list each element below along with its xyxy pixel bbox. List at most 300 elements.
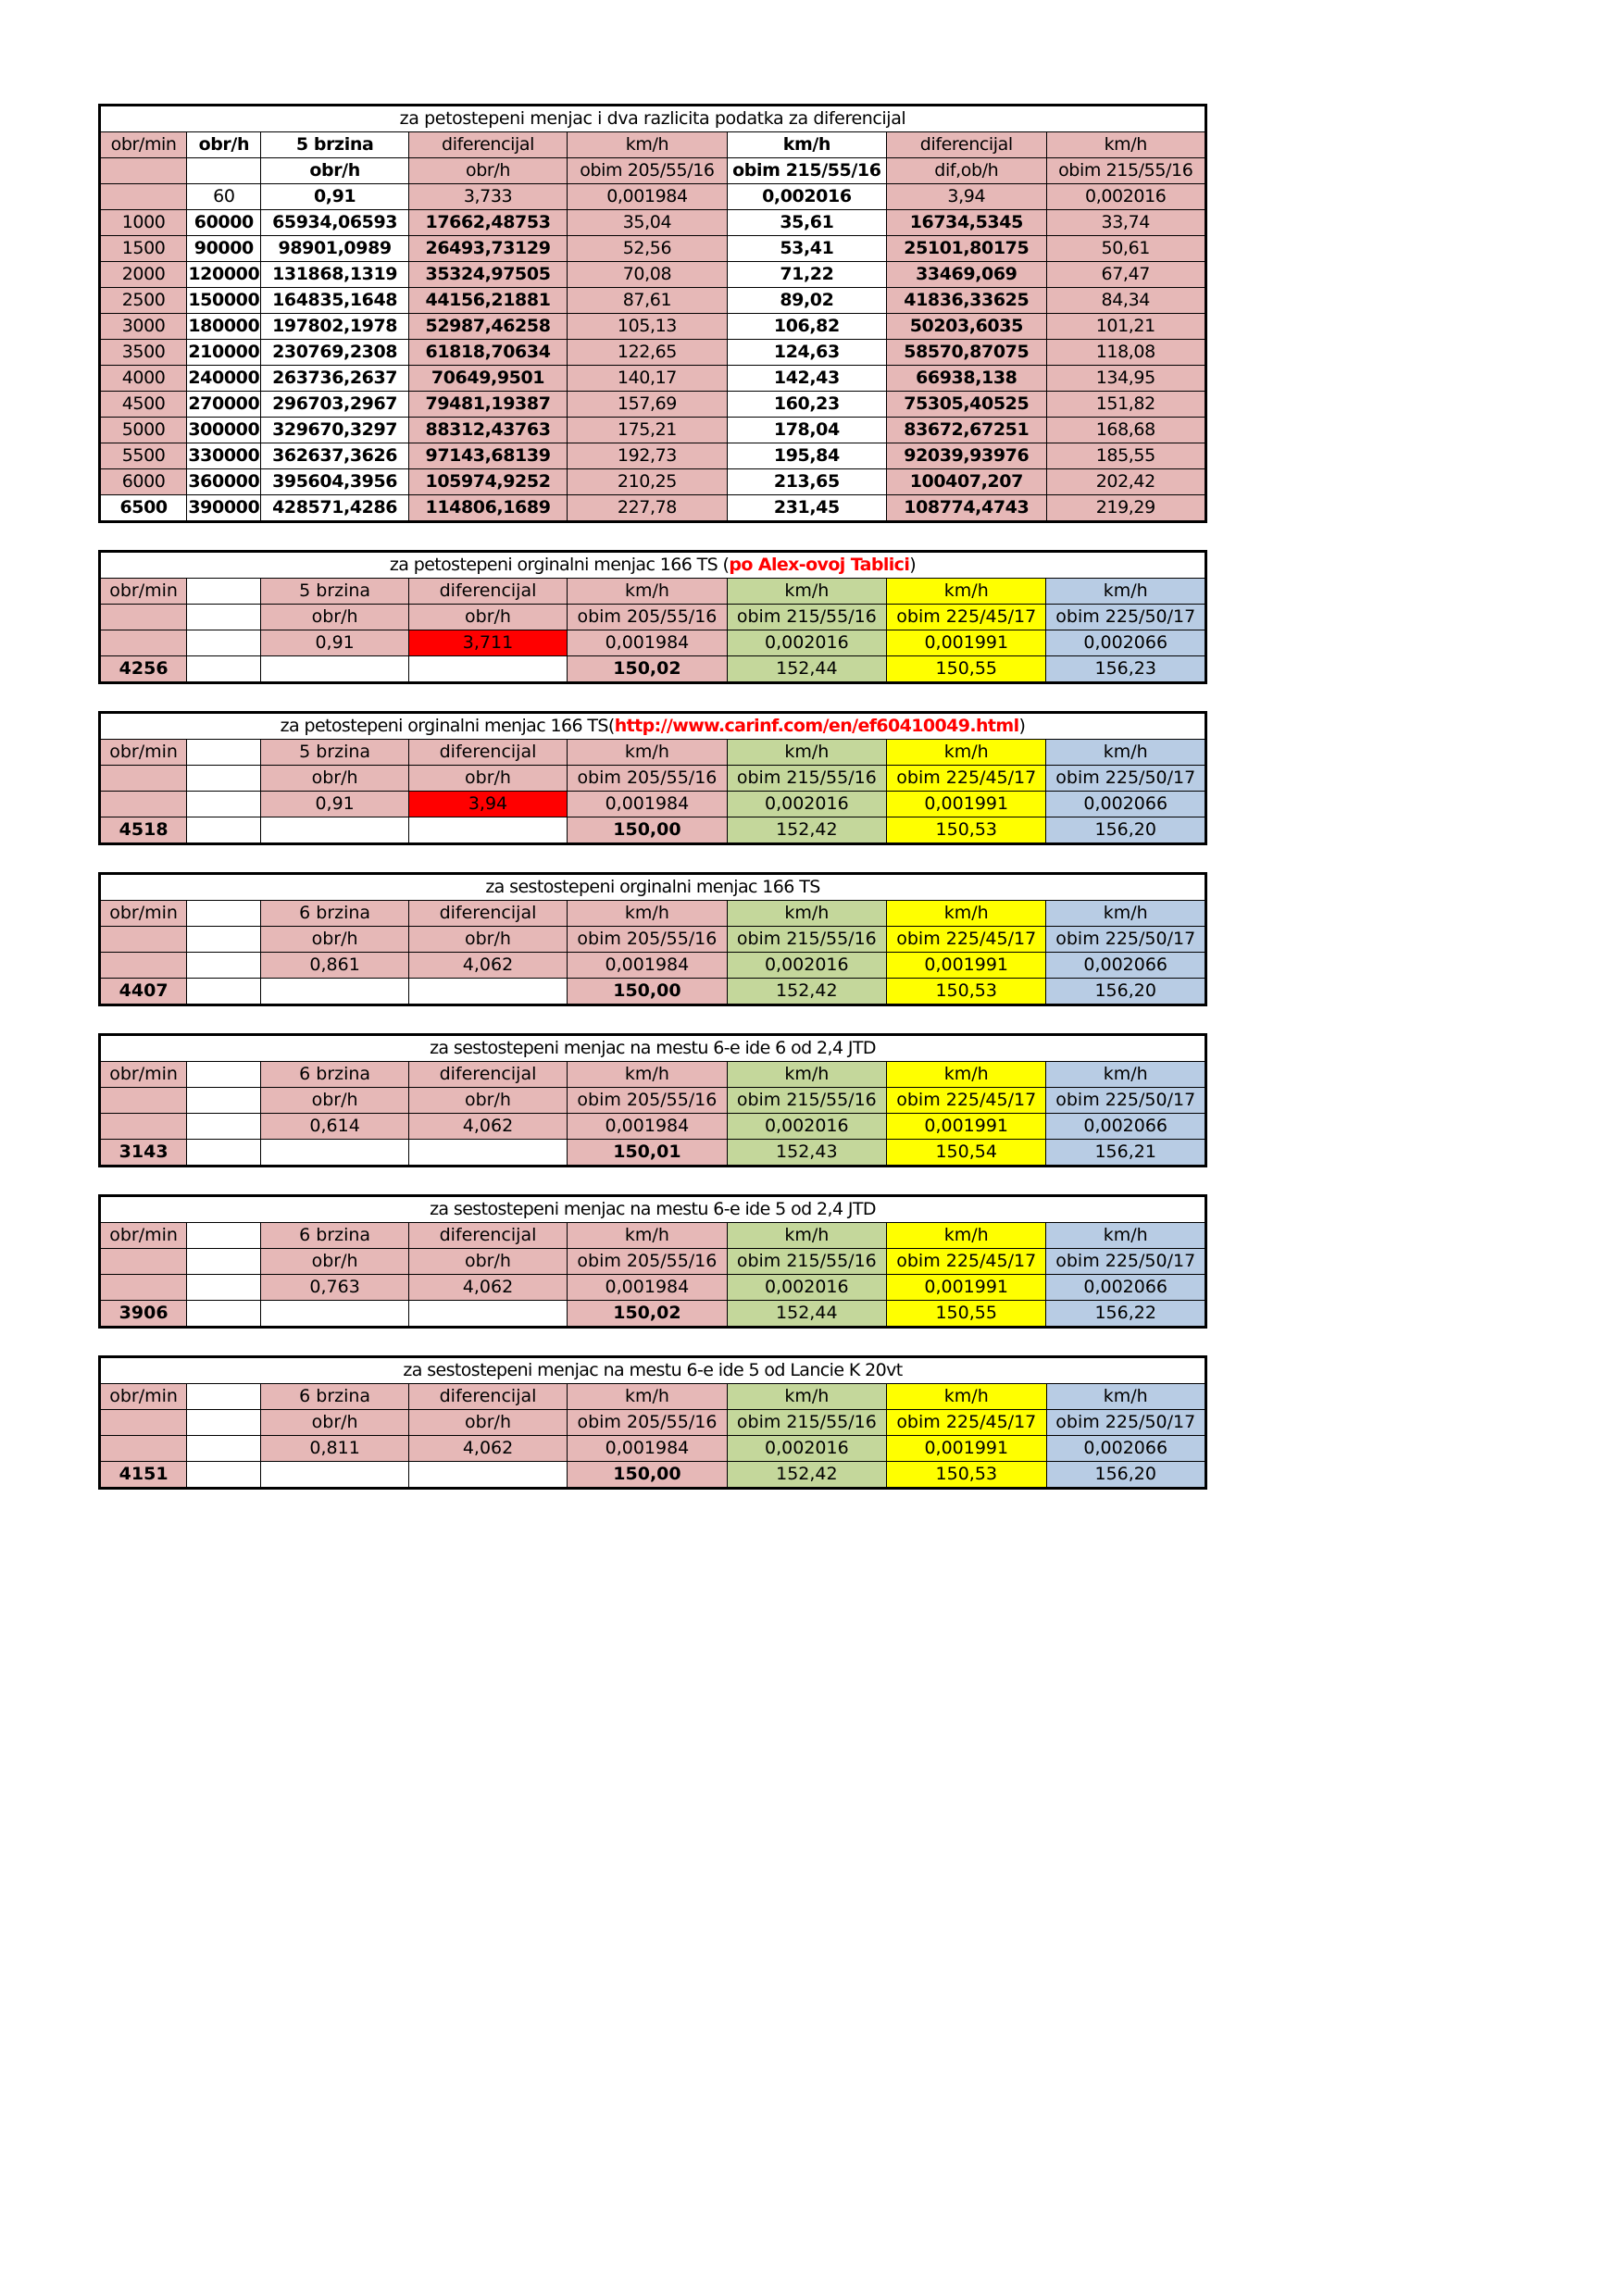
result-cell[interactable]: [261, 656, 408, 683]
table-cell[interactable]: 195,84: [727, 443, 886, 469]
table-cell[interactable]: 175,21: [568, 418, 727, 443]
factor-cell[interactable]: [100, 184, 187, 210]
result-cell[interactable]: [187, 1462, 261, 1489]
table-cell[interactable]: 98901,0989: [261, 236, 408, 262]
table-title[interactable]: [100, 1035, 1206, 1062]
factor-cell[interactable]: 0,614: [261, 1114, 408, 1140]
subheader-cell[interactable]: obr/h: [408, 1410, 567, 1436]
subheader-cell[interactable]: obr/h: [408, 158, 567, 184]
header-cell[interactable]: 6 brzina: [261, 1384, 408, 1410]
table-cell[interactable]: 66938,138: [887, 366, 1046, 392]
table-cell[interactable]: 2500: [100, 288, 187, 314]
result-cell[interactable]: 156,20: [1046, 1462, 1206, 1489]
subheader-cell[interactable]: obim 205/55/16: [568, 766, 727, 792]
subheader-cell[interactable]: [100, 158, 187, 184]
factor-cell[interactable]: 0,861: [261, 953, 408, 979]
result-cell[interactable]: 150,02: [568, 656, 727, 683]
table-cell[interactable]: 100407,207: [887, 469, 1046, 495]
factor-cell[interactable]: 3,733: [408, 184, 567, 210]
factor-cell[interactable]: 0,002066: [1046, 1114, 1206, 1140]
factor-cell[interactable]: [187, 953, 261, 979]
table-cell[interactable]: 168,68: [1046, 418, 1206, 443]
result-cell[interactable]: 150,54: [887, 1140, 1046, 1167]
table-cell[interactable]: 87,61: [568, 288, 727, 314]
result-cell[interactable]: [408, 1301, 567, 1328]
factor-cell[interactable]: 0,91: [261, 792, 408, 817]
factor-cell[interactable]: 0,002016: [727, 792, 886, 817]
table-cell[interactable]: 35324,97505: [408, 262, 567, 288]
subheader-cell[interactable]: obim 225/50/17: [1046, 1410, 1206, 1436]
subheader-cell[interactable]: obim 225/45/17: [887, 1410, 1046, 1436]
result-cell[interactable]: 152,44: [727, 656, 886, 683]
subheader-cell[interactable]: [100, 605, 187, 630]
header-cell[interactable]: diferencijal: [408, 901, 567, 927]
header-cell[interactable]: km/h: [887, 1384, 1046, 1410]
factor-cell[interactable]: 0,002016: [727, 1436, 886, 1462]
result-cell[interactable]: 150,55: [887, 656, 1046, 683]
table-cell[interactable]: 160,23: [727, 392, 886, 418]
subheader-cell[interactable]: [100, 1410, 187, 1436]
factor-cell[interactable]: 0,002016: [727, 953, 886, 979]
header-cell[interactable]: diferencijal: [408, 132, 567, 158]
table-cell[interactable]: 150000: [187, 288, 261, 314]
table-title[interactable]: [100, 1357, 1206, 1384]
table-cell[interactable]: 33,74: [1046, 210, 1206, 236]
factor-cell[interactable]: 0,002066: [1046, 630, 1206, 656]
subheader-cell[interactable]: obim 205/55/16: [568, 927, 727, 953]
subheader-cell[interactable]: [187, 766, 261, 792]
factor-cell[interactable]: 0,001984: [568, 1114, 727, 1140]
table-cell[interactable]: 70,08: [568, 262, 727, 288]
table-title[interactable]: [100, 1196, 1206, 1223]
header-cell[interactable]: diferencijal: [408, 740, 567, 766]
factor-cell[interactable]: [100, 792, 187, 817]
result-cell[interactable]: 3906: [100, 1301, 187, 1328]
table-cell[interactable]: 92039,93976: [887, 443, 1046, 469]
table-cell[interactable]: 52987,46258: [408, 314, 567, 340]
subheader-cell[interactable]: obim 225/45/17: [887, 766, 1046, 792]
table-cell[interactable]: 227,78: [568, 495, 727, 522]
factor-cell[interactable]: [100, 953, 187, 979]
factor-cell[interactable]: 0,001984: [568, 1275, 727, 1301]
factor-cell[interactable]: 4,062: [408, 1436, 567, 1462]
table-cell[interactable]: 428571,4286: [261, 495, 408, 522]
table-cell[interactable]: 118,08: [1046, 340, 1206, 366]
result-cell[interactable]: [408, 817, 567, 844]
result-cell[interactable]: 150,00: [568, 1462, 727, 1489]
header-cell[interactable]: km/h: [568, 1062, 727, 1088]
header-cell[interactable]: obr/min: [100, 1384, 187, 1410]
factor-cell[interactable]: 0,002016: [1046, 184, 1206, 210]
header-cell[interactable]: obr/min: [100, 132, 187, 158]
subheader-cell[interactable]: [187, 605, 261, 630]
factor-cell[interactable]: 0,001991: [887, 1436, 1046, 1462]
factor-cell[interactable]: 0,001984: [568, 953, 727, 979]
table-title[interactable]: [100, 874, 1206, 901]
header-cell[interactable]: 5 brzina: [261, 740, 408, 766]
table-cell[interactable]: 395604,3956: [261, 469, 408, 495]
factor-cell[interactable]: 0,91: [261, 184, 408, 210]
table-cell[interactable]: 120000: [187, 262, 261, 288]
result-cell[interactable]: 150,00: [568, 817, 727, 844]
subheader-cell[interactable]: obim 215/55/16: [727, 927, 886, 953]
table-cell[interactable]: 35,04: [568, 210, 727, 236]
result-cell[interactable]: 4518: [100, 817, 187, 844]
table-cell[interactable]: 79481,19387: [408, 392, 567, 418]
table-cell[interactable]: 26493,73129: [408, 236, 567, 262]
table-cell[interactable]: 70649,9501: [408, 366, 567, 392]
factor-cell[interactable]: 0,002066: [1046, 1275, 1206, 1301]
header-cell[interactable]: obr/min: [100, 1223, 187, 1249]
header-cell[interactable]: km/h: [568, 1223, 727, 1249]
table-cell[interactable]: 3500: [100, 340, 187, 366]
subheader-cell[interactable]: obim 225/45/17: [887, 605, 1046, 630]
header-cell[interactable]: km/h: [568, 132, 727, 158]
table-cell[interactable]: 50,61: [1046, 236, 1206, 262]
header-cell[interactable]: km/h: [1046, 132, 1206, 158]
header-cell[interactable]: obr/min: [100, 1062, 187, 1088]
header-cell[interactable]: 6 brzina: [261, 1062, 408, 1088]
table-title[interactable]: [100, 713, 1206, 740]
table-cell[interactable]: 270000: [187, 392, 261, 418]
header-cell[interactable]: km/h: [887, 1223, 1046, 1249]
result-cell[interactable]: 152,44: [727, 1301, 886, 1328]
factor-cell[interactable]: 0,001984: [568, 792, 727, 817]
table-cell[interactable]: 58570,87075: [887, 340, 1046, 366]
header-cell[interactable]: km/h: [727, 132, 886, 158]
result-cell[interactable]: 150,53: [887, 979, 1046, 1005]
subheader-cell[interactable]: obim 215/55/16: [727, 605, 886, 630]
result-cell[interactable]: 152,43: [727, 1140, 886, 1167]
subheader-cell[interactable]: obim 225/45/17: [887, 927, 1046, 953]
header-cell[interactable]: km/h: [1046, 740, 1206, 766]
subheader-cell[interactable]: obim 225/50/17: [1046, 766, 1206, 792]
factor-cell[interactable]: [100, 1275, 187, 1301]
table-cell[interactable]: 157,69: [568, 392, 727, 418]
table-cell[interactable]: 219,29: [1046, 495, 1206, 522]
factor-cell[interactable]: [187, 1436, 261, 1462]
header-cell[interactable]: km/h: [568, 740, 727, 766]
header-cell[interactable]: km/h: [727, 740, 886, 766]
factor-cell[interactable]: 3,711: [408, 630, 567, 656]
factor-cell[interactable]: 0,001991: [887, 1114, 1046, 1140]
factor-cell[interactable]: 0,002016: [727, 1114, 886, 1140]
subheader-cell[interactable]: obr/h: [261, 1249, 408, 1275]
table-cell[interactable]: 83672,67251: [887, 418, 1046, 443]
header-cell[interactable]: km/h: [568, 1384, 727, 1410]
table-cell[interactable]: 134,95: [1046, 366, 1206, 392]
subheader-cell[interactable]: obim 215/55/16: [727, 766, 886, 792]
result-cell[interactable]: 150,53: [887, 1462, 1046, 1489]
table-cell[interactable]: 75305,40525: [887, 392, 1046, 418]
factor-cell[interactable]: [187, 1114, 261, 1140]
subheader-cell[interactable]: obr/h: [408, 927, 567, 953]
subheader-cell[interactable]: dif,ob/h: [887, 158, 1046, 184]
subheader-cell[interactable]: obr/h: [261, 158, 408, 184]
table-cell[interactable]: 180000: [187, 314, 261, 340]
factor-cell[interactable]: 4,062: [408, 953, 567, 979]
header-cell[interactable]: km/h: [1046, 901, 1206, 927]
header-cell[interactable]: diferencijal: [408, 1223, 567, 1249]
table-cell[interactable]: 142,43: [727, 366, 886, 392]
subheader-cell[interactable]: obr/h: [261, 766, 408, 792]
table-cell[interactable]: 329670,3297: [261, 418, 408, 443]
factor-cell[interactable]: 60: [187, 184, 261, 210]
subheader-cell[interactable]: obim 225/50/17: [1046, 927, 1206, 953]
result-cell[interactable]: [261, 979, 408, 1005]
table-cell[interactable]: 164835,1648: [261, 288, 408, 314]
factor-cell[interactable]: 0,002016: [727, 1275, 886, 1301]
table-title[interactable]: za petostepeni menjac i dva razlicita podatka za diferencijal: [100, 106, 1206, 132]
table-cell[interactable]: 178,04: [727, 418, 886, 443]
table-cell[interactable]: 231,45: [727, 495, 886, 522]
table-cell[interactable]: 90000: [187, 236, 261, 262]
subheader-cell[interactable]: obr/h: [261, 605, 408, 630]
header-cell[interactable]: obr/min: [100, 740, 187, 766]
result-cell[interactable]: [261, 817, 408, 844]
header-cell[interactable]: km/h: [1046, 1223, 1206, 1249]
factor-cell[interactable]: 0,002016: [727, 630, 886, 656]
factor-cell[interactable]: 4,062: [408, 1114, 567, 1140]
table-cell[interactable]: 2000: [100, 262, 187, 288]
result-cell[interactable]: 4256: [100, 656, 187, 683]
table-cell[interactable]: 106,82: [727, 314, 886, 340]
header-cell[interactable]: km/h: [887, 579, 1046, 605]
factor-cell[interactable]: 3,94: [408, 792, 567, 817]
table-cell[interactable]: 296703,2967: [261, 392, 408, 418]
result-cell[interactable]: 156,20: [1046, 817, 1206, 844]
result-cell[interactable]: 150,02: [568, 1301, 727, 1328]
subheader-cell[interactable]: obr/h: [408, 766, 567, 792]
table-cell[interactable]: 5000: [100, 418, 187, 443]
subheader-cell[interactable]: obim 225/45/17: [887, 1088, 1046, 1114]
table-cell[interactable]: 61818,70634: [408, 340, 567, 366]
header-cell[interactable]: km/h: [568, 579, 727, 605]
table-cell[interactable]: 108774,4743: [887, 495, 1046, 522]
table-cell[interactable]: 210000: [187, 340, 261, 366]
factor-cell[interactable]: 0,001991: [887, 1275, 1046, 1301]
result-cell[interactable]: 156,23: [1046, 656, 1206, 683]
table-cell[interactable]: 300000: [187, 418, 261, 443]
header-cell[interactable]: km/h: [1046, 579, 1206, 605]
table-cell[interactable]: 185,55: [1046, 443, 1206, 469]
header-cell[interactable]: km/h: [727, 1062, 886, 1088]
subheader-cell[interactable]: obim 215/55/16: [727, 158, 886, 184]
subheader-cell[interactable]: obim 205/55/16: [568, 605, 727, 630]
result-cell[interactable]: 3143: [100, 1140, 187, 1167]
table-cell[interactable]: 360000: [187, 469, 261, 495]
subheader-cell[interactable]: [187, 1410, 261, 1436]
header-cell[interactable]: [187, 579, 261, 605]
table-cell[interactable]: 105,13: [568, 314, 727, 340]
table-cell[interactable]: 41836,33625: [887, 288, 1046, 314]
table-cell[interactable]: 390000: [187, 495, 261, 522]
table-cell[interactable]: 202,42: [1046, 469, 1206, 495]
factor-cell[interactable]: 0,001991: [887, 792, 1046, 817]
table-cell[interactable]: 101,21: [1046, 314, 1206, 340]
table-cell[interactable]: 4500: [100, 392, 187, 418]
header-cell[interactable]: [187, 901, 261, 927]
result-cell[interactable]: 4407: [100, 979, 187, 1005]
subheader-cell[interactable]: obim 225/50/17: [1046, 1249, 1206, 1275]
table-cell[interactable]: 124,63: [727, 340, 886, 366]
result-cell[interactable]: [408, 1140, 567, 1167]
subheader-cell[interactable]: obim 215/55/16: [727, 1088, 886, 1114]
subheader-cell[interactable]: obim 225/50/17: [1046, 605, 1206, 630]
header-cell[interactable]: diferencijal: [408, 579, 567, 605]
factor-cell[interactable]: [100, 1436, 187, 1462]
factor-cell[interactable]: 0,001984: [568, 184, 727, 210]
table-cell[interactable]: 240000: [187, 366, 261, 392]
table-cell[interactable]: 1000: [100, 210, 187, 236]
factor-cell[interactable]: 0,001984: [568, 630, 727, 656]
factor-cell[interactable]: 0,002016: [727, 184, 886, 210]
factor-cell[interactable]: 0,001991: [887, 953, 1046, 979]
result-cell[interactable]: 152,42: [727, 817, 886, 844]
header-cell[interactable]: km/h: [727, 901, 886, 927]
table-cell[interactable]: 3000: [100, 314, 187, 340]
table-cell[interactable]: 67,47: [1046, 262, 1206, 288]
result-cell[interactable]: [187, 656, 261, 683]
factor-cell[interactable]: [187, 630, 261, 656]
header-cell[interactable]: [187, 1062, 261, 1088]
header-cell[interactable]: 6 brzina: [261, 1223, 408, 1249]
table-cell[interactable]: 197802,1978: [261, 314, 408, 340]
factor-cell[interactable]: [187, 792, 261, 817]
header-cell[interactable]: km/h: [887, 901, 1046, 927]
result-cell[interactable]: 150,00: [568, 979, 727, 1005]
subheader-cell[interactable]: [100, 1088, 187, 1114]
result-cell[interactable]: 156,21: [1046, 1140, 1206, 1167]
table-cell[interactable]: 210,25: [568, 469, 727, 495]
subheader-cell[interactable]: [187, 1249, 261, 1275]
table-cell[interactable]: 60000: [187, 210, 261, 236]
result-cell[interactable]: [187, 1301, 261, 1328]
header-cell[interactable]: obr/h: [187, 132, 261, 158]
table-cell[interactable]: 44156,21881: [408, 288, 567, 314]
table-cell[interactable]: 65934,06593: [261, 210, 408, 236]
header-cell[interactable]: km/h: [727, 1384, 886, 1410]
result-cell[interactable]: [187, 817, 261, 844]
factor-cell[interactable]: 0,91: [261, 630, 408, 656]
table-cell[interactable]: 97143,68139: [408, 443, 567, 469]
result-cell[interactable]: 4151: [100, 1462, 187, 1489]
table-cell[interactable]: 35,61: [727, 210, 886, 236]
table-cell[interactable]: 1500: [100, 236, 187, 262]
factor-cell[interactable]: 0,002066: [1046, 953, 1206, 979]
subheader-cell[interactable]: obr/h: [261, 1088, 408, 1114]
factor-cell[interactable]: 4,062: [408, 1275, 567, 1301]
result-cell[interactable]: 152,42: [727, 1462, 886, 1489]
result-cell[interactable]: 150,55: [887, 1301, 1046, 1328]
subheader-cell[interactable]: obim 205/55/16: [568, 1249, 727, 1275]
table-cell[interactable]: 140,17: [568, 366, 727, 392]
table-cell[interactable]: 105974,9252: [408, 469, 567, 495]
result-cell[interactable]: [187, 979, 261, 1005]
table-cell[interactable]: 33469,069: [887, 262, 1046, 288]
result-cell[interactable]: 150,53: [887, 817, 1046, 844]
table-cell[interactable]: 52,56: [568, 236, 727, 262]
header-cell[interactable]: [187, 1223, 261, 1249]
result-cell[interactable]: [408, 656, 567, 683]
factor-cell[interactable]: [187, 1275, 261, 1301]
result-cell[interactable]: [261, 1140, 408, 1167]
table-cell[interactable]: 84,34: [1046, 288, 1206, 314]
factor-cell[interactable]: 0,002066: [1046, 792, 1206, 817]
subheader-cell[interactable]: [100, 927, 187, 953]
header-cell[interactable]: 5 brzina: [261, 132, 408, 158]
subheader-cell[interactable]: [187, 1088, 261, 1114]
table-cell[interactable]: 25101,80175: [887, 236, 1046, 262]
subheader-cell[interactable]: obim 205/55/16: [568, 158, 727, 184]
subheader-cell[interactable]: obr/h: [408, 605, 567, 630]
factor-cell[interactable]: 0,001984: [568, 1436, 727, 1462]
table-cell[interactable]: 6000: [100, 469, 187, 495]
factor-cell[interactable]: 0,001991: [887, 630, 1046, 656]
result-cell[interactable]: 150,01: [568, 1140, 727, 1167]
table-title[interactable]: [100, 552, 1206, 579]
factor-cell[interactable]: [100, 630, 187, 656]
subheader-cell[interactable]: obr/h: [261, 1410, 408, 1436]
result-cell[interactable]: [261, 1301, 408, 1328]
table-cell[interactable]: 122,65: [568, 340, 727, 366]
table-cell[interactable]: 230769,2308: [261, 340, 408, 366]
header-cell[interactable]: km/h: [1046, 1062, 1206, 1088]
table-cell[interactable]: 6500: [100, 495, 187, 522]
subheader-cell[interactable]: [187, 927, 261, 953]
subheader-cell[interactable]: obr/h: [408, 1088, 567, 1114]
subheader-cell[interactable]: obim 205/55/16: [568, 1410, 727, 1436]
result-cell[interactable]: 156,22: [1046, 1301, 1206, 1328]
header-cell[interactable]: [187, 740, 261, 766]
header-cell[interactable]: km/h: [1046, 1384, 1206, 1410]
table-cell[interactable]: 362637,3626: [261, 443, 408, 469]
header-cell[interactable]: diferencijal: [408, 1062, 567, 1088]
header-cell[interactable]: 6 brzina: [261, 901, 408, 927]
header-cell[interactable]: km/h: [568, 901, 727, 927]
factor-cell[interactable]: 0,811: [261, 1436, 408, 1462]
table-cell[interactable]: 330000: [187, 443, 261, 469]
table-cell[interactable]: 4000: [100, 366, 187, 392]
result-cell[interactable]: [261, 1462, 408, 1489]
subheader-cell[interactable]: obim 215/55/16: [727, 1249, 886, 1275]
result-cell[interactable]: [408, 979, 567, 1005]
subheader-cell[interactable]: obr/h: [261, 927, 408, 953]
header-cell[interactable]: obr/min: [100, 901, 187, 927]
table-cell[interactable]: 263736,2637: [261, 366, 408, 392]
header-cell[interactable]: diferencijal: [887, 132, 1046, 158]
subheader-cell[interactable]: obr/h: [408, 1249, 567, 1275]
table-cell[interactable]: 16734,5345: [887, 210, 1046, 236]
header-cell[interactable]: km/h: [727, 579, 886, 605]
header-cell[interactable]: km/h: [887, 740, 1046, 766]
table-cell[interactable]: 88312,43763: [408, 418, 567, 443]
result-cell[interactable]: 152,42: [727, 979, 886, 1005]
factor-cell[interactable]: 0,002066: [1046, 1436, 1206, 1462]
table-cell[interactable]: 50203,6035: [887, 314, 1046, 340]
table-cell[interactable]: 5500: [100, 443, 187, 469]
table-cell[interactable]: 53,41: [727, 236, 886, 262]
subheader-cell[interactable]: obim 205/55/16: [568, 1088, 727, 1114]
header-cell[interactable]: [187, 1384, 261, 1410]
table-cell[interactable]: 213,65: [727, 469, 886, 495]
result-cell[interactable]: [408, 1462, 567, 1489]
header-cell[interactable]: obr/min: [100, 579, 187, 605]
subheader-cell[interactable]: obim 215/55/16: [1046, 158, 1206, 184]
subheader-cell[interactable]: obim 225/50/17: [1046, 1088, 1206, 1114]
subheader-cell[interactable]: [100, 1249, 187, 1275]
result-cell[interactable]: [187, 1140, 261, 1167]
